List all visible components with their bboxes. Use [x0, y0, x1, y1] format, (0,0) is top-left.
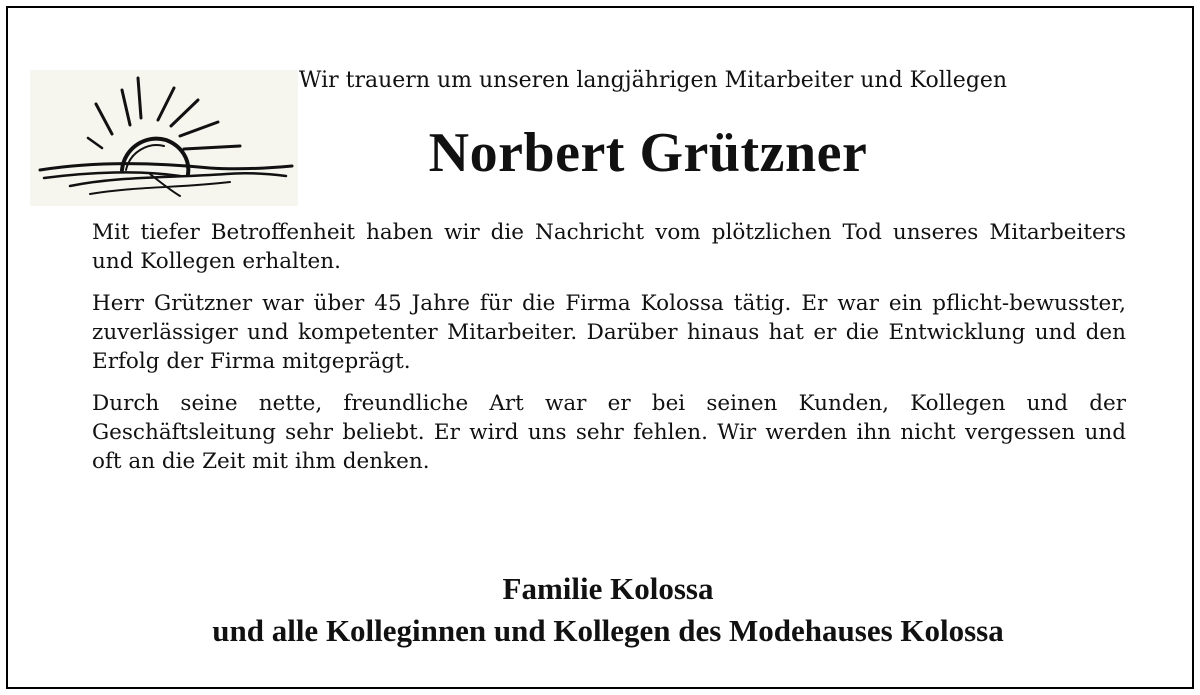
signature-line-family: Familie Kolossa — [502, 571, 714, 606]
signature-line-colleagues: und alle Kolleginnen und Kollegen des Modehauses Kolossa — [212, 613, 1004, 648]
intro-line: Wir trauern um unseren langjährigen Mitarbeiter und Kollegen — [298, 68, 1008, 93]
signature-block — [68, 568, 1148, 652]
notice-frame — [6, 6, 1194, 689]
notice-body — [92, 218, 1126, 489]
paragraph-2: Herr Grützner war über 45 Jahre für die Firma Kolossa tätig. Er war ein pflicht-bewusster, zuverlässiger und kompetenter Mitarbeiter. Darüber hinaus hat er die Entwicklung und den Erfolg der Firma mitgeprägt. — [92, 291, 1126, 374]
deceased-name: Norbert Grützner — [428, 122, 868, 184]
paragraph-3: Durch seine nette, freundliche Art war er bei seinen Kunden, Kollegen und der Geschäftsleitung sehr beliebt. Er wird uns sehr fehlen. Wir werden ihn nicht vergessen und oft an die Zeit mit ihm denken. — [92, 391, 1126, 474]
paragraph-1: Mit tiefer Betroffenheit haben wir die Nachricht vom plötzlichen Tod unseres Mitarbeiters und Kollegen erhalten. — [92, 220, 1126, 274]
